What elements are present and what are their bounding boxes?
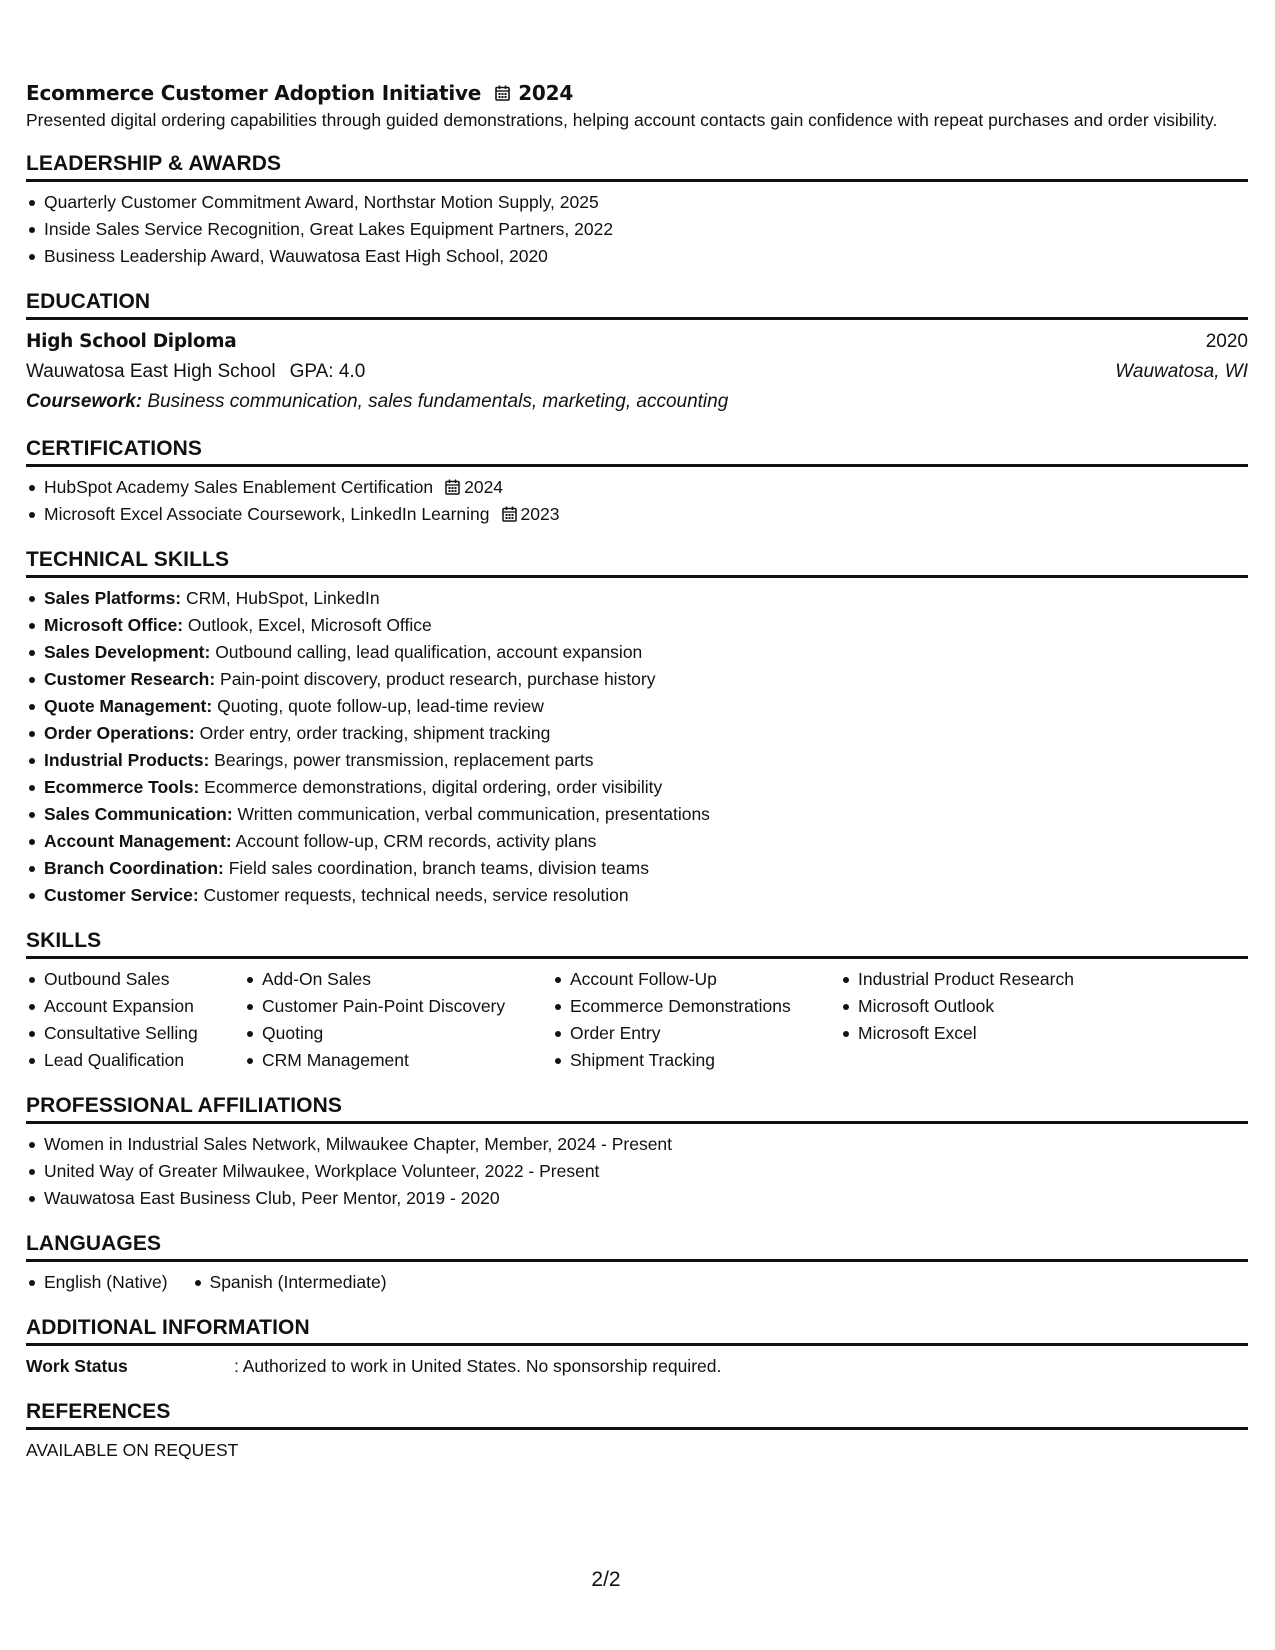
skill-category: Sales Development:: [44, 642, 211, 662]
technical-skill-item: [44, 666, 1248, 693]
project-description: Presented digital ordering capabilities through guided demonstrations, helping account contacts gain confidence with repeat purchases and order visibility.: [26, 110, 1218, 130]
section-heading: CERTIFICATIONS: [26, 435, 1248, 467]
technical-skill-item: [44, 612, 1248, 639]
list-item: Quarterly Customer Commitment Award, Northstar Motion Supply, 2025: [44, 189, 1248, 216]
skills-column: [244, 966, 552, 1074]
language-item: Spanish (Intermediate): [210, 1269, 387, 1296]
education-section: [26, 288, 1248, 417]
skills-column: [552, 966, 840, 1074]
skill-item: Add-On Sales: [262, 966, 552, 993]
skill-values: CRM, HubSpot, LinkedIn: [186, 588, 380, 608]
section-heading: PROFESSIONAL AFFILIATIONS: [26, 1092, 1248, 1124]
certifications-section: [26, 435, 1248, 528]
certification-name: Microsoft Excel Associate Coursework, LinkedIn Learning: [44, 504, 490, 524]
skill-values: Written communication, verbal communication, presentations: [237, 804, 710, 824]
skill-item: Ecommerce Demonstrations: [570, 993, 840, 1020]
coursework-label: Coursework:: [26, 391, 143, 412]
section-heading: SKILLS: [26, 927, 1248, 959]
skill-item: Account Follow-Up: [570, 966, 840, 993]
calendar-icon: [495, 85, 510, 101]
skill-item: Microsoft Excel: [858, 1020, 1158, 1047]
skill-item: Industrial Product Research: [858, 966, 1158, 993]
skill-category: Order Operations:: [44, 723, 195, 743]
skill-item: Lead Qualification: [44, 1047, 244, 1074]
technical-skill-item: [44, 882, 1248, 909]
section-heading: LANGUAGES: [26, 1230, 1248, 1262]
education-degree-row: [26, 327, 1248, 357]
list-item: Business Leadership Award, Wauwatosa East High School, 2020: [44, 243, 1248, 270]
certification-year: 2023: [520, 504, 560, 524]
skill-values: Ecommerce demonstrations, digital ordering, order visibility: [204, 777, 663, 797]
degree-title: High School Diploma: [26, 331, 237, 352]
skill-values: Quoting, quote follow-up, lead-time review: [217, 696, 544, 716]
skill-item: Shipment Tracking: [570, 1047, 840, 1074]
skill-values: Bearings, power transmission, replacement parts: [214, 750, 594, 770]
section-heading: EDUCATION: [26, 288, 1248, 320]
skill-category: Ecommerce Tools:: [44, 777, 200, 797]
affiliations-section: [26, 1092, 1248, 1212]
certification-name: HubSpot Academy Sales Enablement Certification: [44, 477, 434, 497]
project-year: 2024: [518, 81, 574, 105]
list-item: Women in Industrial Sales Network, Milwaukee Chapter, Member, 2024 - Present: [44, 1131, 1248, 1158]
certification-item: [44, 474, 1248, 501]
skills-column: [840, 966, 1158, 1074]
coursework-row: [26, 387, 1248, 417]
skill-values: Field sales coordination, branch teams, division teams: [228, 858, 649, 878]
coursework-text: Business communication, sales fundamentals, marketing, accounting: [147, 391, 729, 412]
skill-item: Microsoft Outlook: [858, 993, 1158, 1020]
skill-category: Quote Management:: [44, 696, 213, 716]
additional-info-section: [26, 1314, 1248, 1380]
section-heading: REFERENCES: [26, 1398, 1248, 1430]
technical-skills-section: [26, 546, 1248, 909]
skill-category: Sales Platforms:: [44, 588, 182, 608]
skill-category: Microsoft Office:: [44, 615, 184, 635]
skill-category: Account Management:: [44, 831, 232, 851]
work-status-label: Work Status: [26, 1356, 128, 1376]
skill-item: Account Expansion: [44, 993, 244, 1020]
skill-category: Industrial Products:: [44, 750, 210, 770]
skills-grid: [26, 966, 1248, 1074]
section-heading: ADDITIONAL INFORMATION: [26, 1314, 1248, 1346]
education-school-row: [26, 357, 1248, 387]
technical-skill-item: [44, 855, 1248, 882]
list-item: Wauwatosa East Business Club, Peer Mentor, 2019 - 2020: [44, 1185, 1248, 1212]
section-heading: TECHNICAL SKILLS: [26, 546, 1248, 578]
calendar-icon: [445, 479, 460, 495]
skill-item: Order Entry: [570, 1020, 840, 1047]
school-location: Wauwatosa, WI: [1115, 361, 1248, 382]
project-title-line: [26, 78, 1248, 108]
technical-skill-item: [44, 639, 1248, 666]
skill-item: Outbound Sales: [44, 966, 244, 993]
technical-skill-item: [44, 828, 1248, 855]
list-item: Inside Sales Service Recognition, Great Lakes Equipment Partners, 2022: [44, 216, 1248, 243]
work-status-value: : Authorized to work in United States. No sponsorship required.: [234, 1356, 722, 1376]
page-number: 2/2: [591, 1568, 621, 1591]
language-item: English (Native): [44, 1269, 168, 1296]
skill-category: Customer Research:: [44, 669, 216, 689]
skill-item: Customer Pain-Point Discovery: [262, 993, 552, 1020]
references-section: [26, 1398, 1248, 1464]
leadership-section: [26, 150, 1248, 270]
list-item: United Way of Greater Milwaukee, Workplace Volunteer, 2022 - Present: [44, 1158, 1248, 1185]
skill-values: Account follow-up, CRM records, activity plans: [235, 831, 597, 851]
project-entry: [26, 78, 1248, 132]
skills-section: [26, 927, 1248, 1074]
graduation-year: 2020: [1205, 331, 1248, 352]
skill-item: Quoting: [262, 1020, 552, 1047]
technical-skill-item: [44, 801, 1248, 828]
technical-skill-item: [44, 693, 1248, 720]
technical-skill-item: [44, 747, 1248, 774]
certification-year: 2024: [464, 477, 504, 497]
skill-item: CRM Management: [262, 1047, 552, 1074]
skills-column: [26, 966, 244, 1074]
school-name: Wauwatosa East High School: [26, 361, 276, 382]
work-status-row: [26, 1353, 1248, 1380]
skill-values: Outlook, Excel, Microsoft Office: [187, 615, 432, 635]
gpa: GPA: 4.0: [289, 361, 366, 382]
skill-values: Order entry, order tracking, shipment tracking: [199, 723, 551, 743]
skill-item: Consultative Selling: [44, 1020, 244, 1047]
references-text: AVAILABLE ON REQUEST: [26, 1440, 239, 1460]
technical-skill-item: [44, 774, 1248, 801]
skill-values: Pain-point discovery, product research, purchase history: [220, 669, 656, 689]
certification-item: [44, 501, 1248, 528]
languages-section: [26, 1230, 1248, 1296]
skill-values: Outbound calling, lead qualification, account expansion: [215, 642, 643, 662]
skill-category: Branch Coordination:: [44, 858, 224, 878]
project-title: Ecommerce Customer Adoption Initiative: [26, 81, 482, 105]
skill-category: Sales Communication:: [44, 804, 233, 824]
technical-skill-item: [44, 585, 1248, 612]
section-heading: LEADERSHIP & AWARDS: [26, 150, 1248, 182]
skill-category: Customer Service:: [44, 885, 199, 905]
resume-page: [26, 78, 1248, 1464]
skill-values: Customer requests, technical needs, service resolution: [203, 885, 629, 905]
technical-skill-item: [44, 720, 1248, 747]
calendar-icon: [502, 506, 517, 522]
